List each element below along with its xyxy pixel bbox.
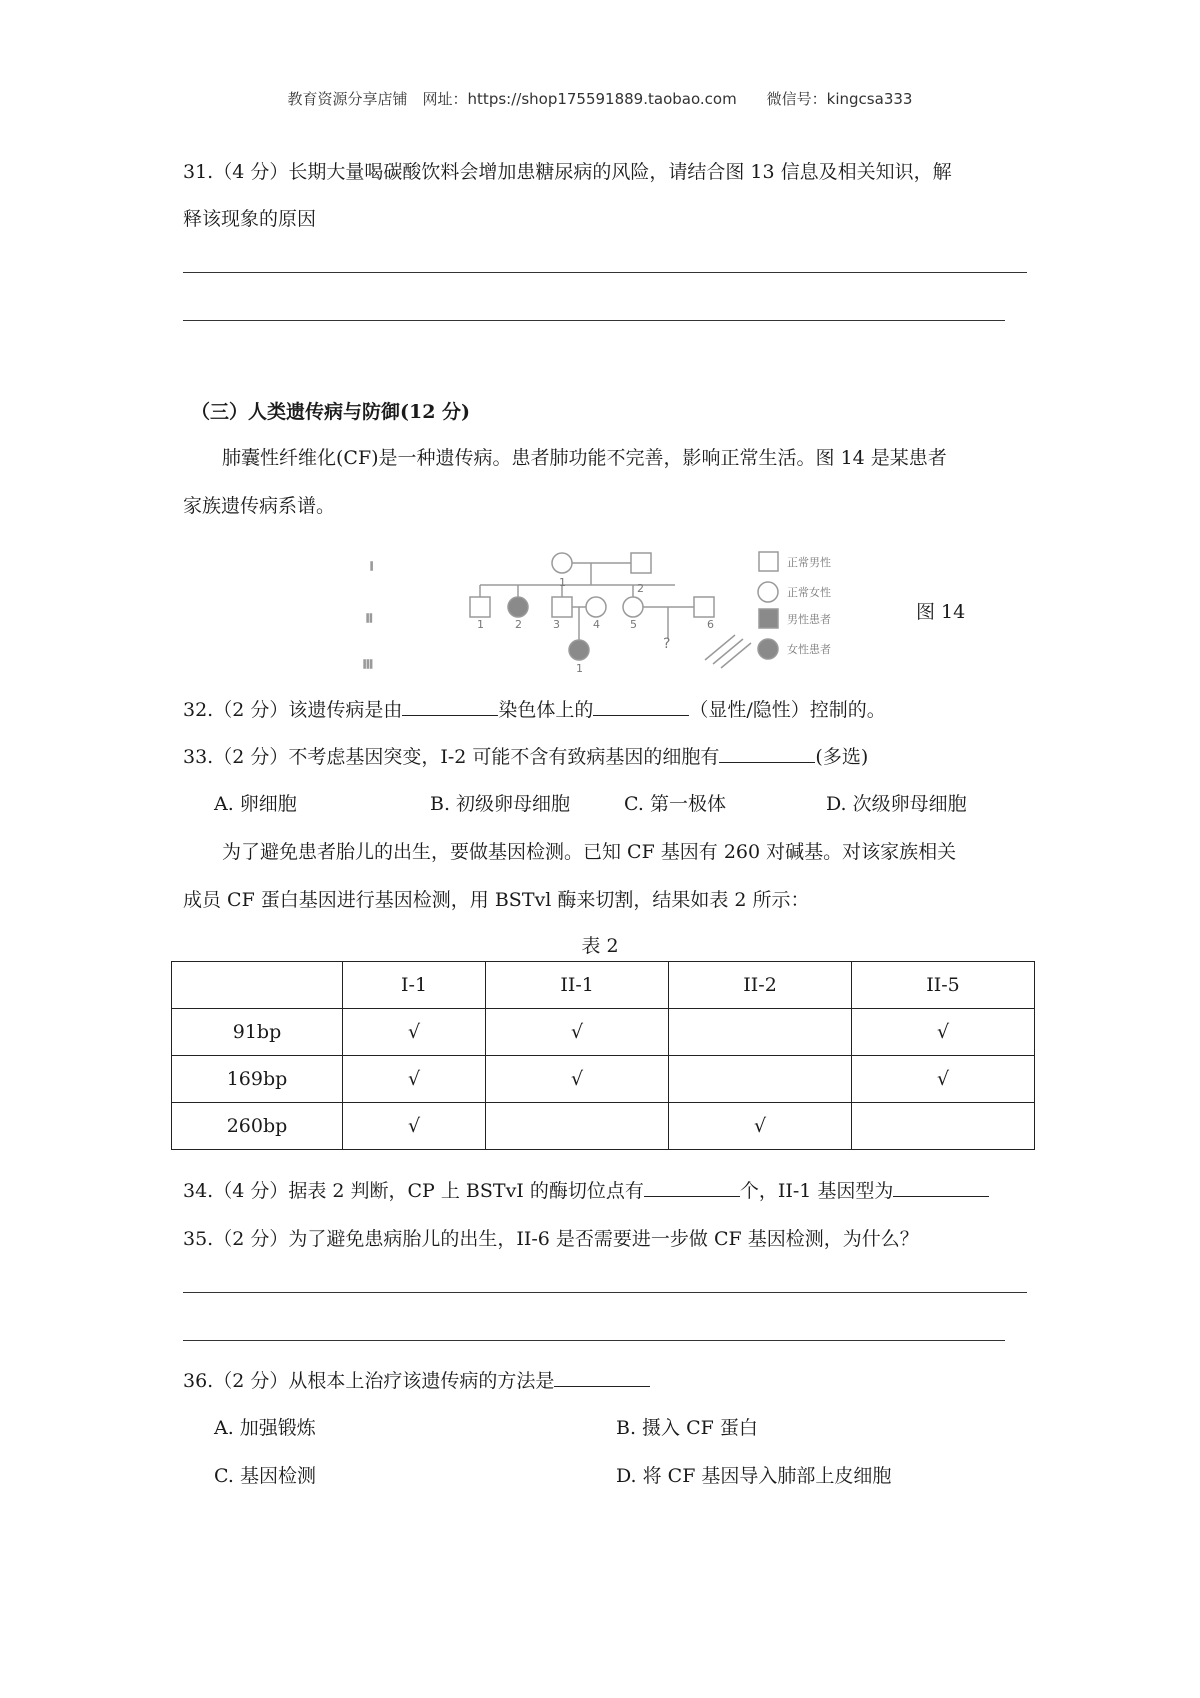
gen-label-I: I [370, 560, 374, 573]
q33-text-a: 33.（2 分）不考虑基因突变，I-2 可能不含有致病基因的细胞有 [183, 746, 720, 768]
table-cell [486, 1103, 669, 1150]
q33-option-c[interactable]: C. 第一极体 [624, 793, 726, 815]
table-cell: √ [343, 1056, 486, 1103]
q36-option-d[interactable]: D. 将 CF 基因导入肺部上皮细胞 [616, 1465, 892, 1487]
legend-affected-female-icon [758, 639, 778, 659]
label-I1: 1 [559, 576, 566, 589]
table-header-cell: I-1 [343, 962, 486, 1009]
table-cell [669, 1056, 852, 1103]
pedigree-I2-normal-male [631, 553, 651, 573]
pedigree-II3-normal-male [552, 597, 572, 617]
intro-line1: 肺囊性纤维化(CF)是一种遗传病。患者肺功能不完善，影响正常生活。图 14 是某患者 [222, 447, 947, 469]
answer-line [183, 1292, 1027, 1293]
answer-line [183, 272, 1027, 273]
q33 [183, 742, 868, 771]
table-header-cell: II-2 [669, 962, 852, 1009]
table-cell: 260bp [172, 1103, 343, 1150]
table-cell: √ [343, 1009, 486, 1056]
q36-text: 36.（2 分）从根本上治疗该遗传病的方法是 [183, 1370, 555, 1392]
q33-text-b: (多选) [815, 746, 869, 768]
table-row [172, 1103, 1035, 1150]
q36-option-b[interactable]: B. 摄入 CF 蛋白 [616, 1417, 758, 1439]
answer-line [183, 1340, 1005, 1341]
table-header-cell [172, 962, 343, 1009]
pedigree-II2-affected-female [508, 597, 528, 617]
q32-text-c: （显性/隐性）控制的。 [689, 699, 886, 721]
fill-blank[interactable] [719, 742, 815, 763]
label-II4: 4 [593, 618, 600, 631]
table-cell: √ [343, 1103, 486, 1150]
q33-option-d[interactable]: D. 次级卵母细胞 [826, 793, 967, 815]
q31-line2: 释该现象的原因 [183, 208, 317, 230]
table-header-cell: II-5 [852, 962, 1035, 1009]
pedigree-II4-normal-female [586, 597, 606, 617]
table-cell: √ [486, 1009, 669, 1056]
table-cell: √ [486, 1056, 669, 1103]
figure-caption: 图 14 [916, 601, 966, 623]
label-unknown: ? [663, 636, 671, 652]
legend-label: 正常男性 [787, 556, 831, 569]
label-II1: 1 [477, 618, 484, 631]
legend-label: 男性患者 [787, 613, 831, 626]
label-I2: 2 [637, 582, 644, 595]
table-caption: 表 2 [581, 935, 619, 957]
q35: 35.（2 分）为了避免患病胎儿的出生，II-6 是否需要进一步做 CF 基因检测，为什么？ [183, 1228, 919, 1250]
table-cell: 169bp [172, 1056, 343, 1103]
q34 [183, 1176, 989, 1205]
data-table [171, 961, 1035, 1150]
pedigree-II5-normal-female [623, 597, 643, 617]
table-cell [852, 1103, 1035, 1150]
table-row [172, 1009, 1035, 1056]
table-header-row [172, 962, 1035, 1009]
pedigree-II6-normal-male [694, 597, 714, 617]
label-II2: 2 [515, 618, 522, 631]
q32 [183, 695, 886, 724]
q34-text-a: 34.（4 分）据表 2 判断，CP 上 BSTvI 的酶切位点有 [183, 1180, 644, 1202]
page-header: 教育资源分享店铺 网址：https://shop175591889.taobao.com 微信号：kingcsa333 [287, 90, 913, 108]
table-cell: √ [669, 1103, 852, 1150]
legend-normal-male-icon [759, 552, 778, 571]
para2-line1: 为了避免患者胎儿的出生，要做基因检测。已知 CF 基因有 260 对碱基。对该家族相关 [222, 841, 957, 863]
table-header-cell: II-1 [486, 962, 669, 1009]
pedigree-figure [355, 540, 915, 675]
section-title: （三）人类遗传病与防御(12 分) [191, 401, 471, 423]
q36-option-a[interactable]: A. 加强锻炼 [214, 1417, 316, 1439]
table-cell [669, 1009, 852, 1056]
label-II6: 6 [707, 618, 714, 631]
q31-line1: 31.（4 分）长期大量喝碳酸饮料会增加患糖尿病的风险，请结合图 13 信息及相关知识，解 [183, 161, 952, 183]
q33-option-a[interactable]: A. 卵细胞 [214, 793, 297, 815]
legend-label: 正常女性 [787, 586, 831, 599]
fill-blank[interactable] [402, 695, 498, 716]
fill-blank[interactable] [554, 1366, 650, 1387]
answer-line [183, 320, 1005, 321]
legend-affected-male-icon [759, 609, 778, 628]
fill-blank[interactable] [644, 1176, 740, 1197]
table-cell: √ [852, 1009, 1035, 1056]
table-cell: √ [852, 1056, 1035, 1103]
table-cell: 91bp [172, 1009, 343, 1056]
table-row [172, 1056, 1035, 1103]
legend-normal-female-icon [758, 582, 778, 602]
intro-line2: 家族遗传病系谱。 [183, 495, 336, 517]
label-II3: 3 [553, 618, 560, 631]
fill-blank[interactable] [893, 1176, 989, 1197]
q34-text-b: 个，II-1 基因型为 [739, 1180, 894, 1202]
gen-label-II: II [366, 612, 373, 625]
q36 [183, 1366, 650, 1395]
q36-option-c[interactable]: C. 基因检测 [214, 1465, 316, 1487]
pedigree-III1-affected-female [569, 640, 589, 660]
label-II5: 5 [630, 618, 637, 631]
legend-label: 女性患者 [787, 643, 831, 656]
fill-blank[interactable] [593, 695, 689, 716]
q33-option-b[interactable]: B. 初级卵母细胞 [430, 793, 571, 815]
pedigree-I1-normal-female [552, 553, 572, 573]
q32-text-a: 32.（2 分）该遗传病是由 [183, 699, 403, 721]
pedigree-II1-normal-male [470, 597, 490, 617]
label-III1: 1 [576, 662, 583, 675]
para2-line2: 成员 CF 蛋白基因进行基因检测，用 BSTvl 酶来切割，结果如表 2 所示： [183, 889, 810, 911]
q32-text-b: 染色体上的 [498, 699, 594, 721]
gen-label-III: III [363, 658, 373, 671]
